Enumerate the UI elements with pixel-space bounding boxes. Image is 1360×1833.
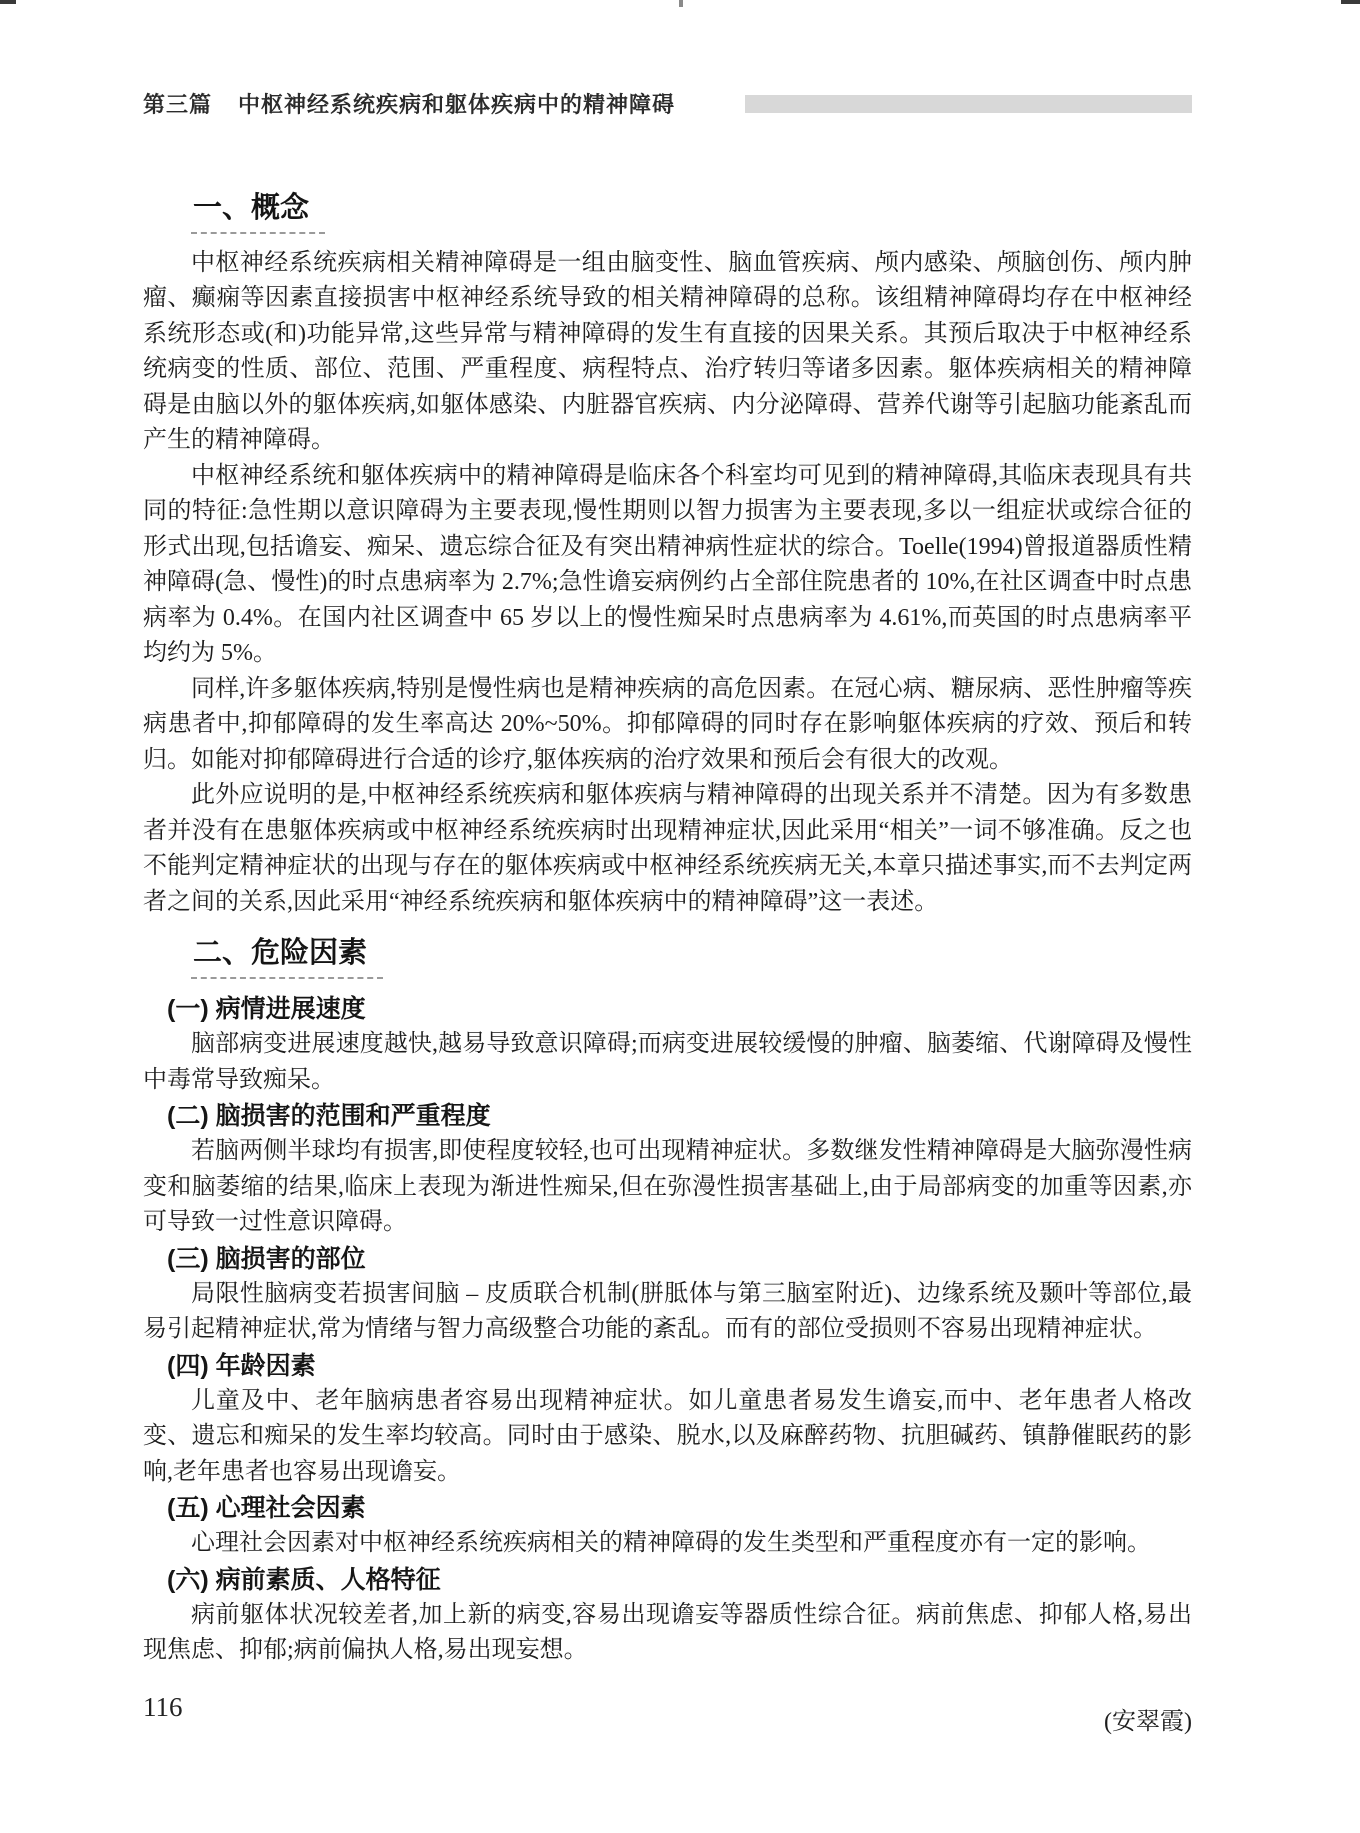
subsection-heading: (五) 心理社会因素 bbox=[167, 1494, 366, 1523]
page-number: 116 bbox=[143, 1692, 183, 1722]
subsection-heading: (二) 脑损害的范围和严重程度 bbox=[167, 1102, 491, 1131]
author-signature: (安翠霞) bbox=[1104, 1708, 1192, 1735]
paragraph: 中枢神经系统和躯体疾病中的精神障碍是临床各个科室均可见到的精神障碍,其临床表现具有共同的特征:急性期以意识障碍为主要表现,慢性期则以智力损害为主要表现,多以一组症状或综合征的形式出现,包括谵妄、痴呆、遗忘综合征及有突出精神病性症状的综合。Toelle(1994)曾报道器质性精神障碍(急、慢性)的时点患病率为 2.7%;急性谵妄病例约占全部住院患者的 10%,在社区调查中时点患病率为 0.4%。在国内社区调查中 65 岁以上的慢性痴呆时点患病率为 4.61%,而英国的时点患病率平均约为 5%。 bbox=[143, 462, 1192, 667]
crop-mark-left bbox=[0, 0, 16, 4]
paragraph: 此外应说明的是,中枢神经系统疾病和躯体疾病与精神障碍的出现关系并不清楚。因为有多数患者并没有在患躯体疾病或中枢神经系统疾病时出现精神症状,因此采用“相关”一词不够准确。反之也不能判定精神症状的出现与存在的躯体疾病或中枢神经系统疾病无关,本章只描述事实,而不去判定两者之间的关系,因此采用“神经系统疾病和躯体疾病中的精神障碍”这一表述。 bbox=[143, 782, 1192, 915]
crop-mark-center bbox=[679, 0, 683, 7]
subsection-heading: (四) 年龄因素 bbox=[167, 1351, 316, 1380]
paragraph: 儿童及中、老年脑病患者容易出现精神症状。如儿童患者易发生谵妄,而中、老年患者人格改变、遗忘和痴呆的发生率均较高。同时由于感染、脱水,以及麻醉药物、抗胆碱药、镇静催眠药的影响,老年患者也容易出现谵妄。 bbox=[143, 1387, 1192, 1485]
chapter-title: 中枢神经系统疾病和躯体疾病中的精神障碍 bbox=[238, 92, 676, 117]
paragraph: 心理社会因素对中枢神经系统疾病相关的精神障碍的发生类型和严重程度亦有一定的影响。 bbox=[191, 1530, 1151, 1557]
paragraph: 若脑两侧半球均有损害,即使程度较轻,也可出现精神症状。多数继发性精神障碍是大脑弥漫性病变和脑萎缩的结果,临床上表现为渐进性痴呆,但在弥漫性损害基础上,由于局部病变的加重等因素,亦可导致一过性意识障碍。 bbox=[143, 1138, 1192, 1236]
section-heading-risk-text: 二、危险因素 bbox=[191, 938, 383, 979]
paragraph: 病前躯体状况较差者,加上新的病变,容易出现谵妄等器质性综合征。病前焦虑、抑郁人格,易出现焦虑、抑郁;病前偏执人格,易出现妄想。 bbox=[143, 1601, 1192, 1664]
subsection-heading: (六) 病前素质、人格特征 bbox=[167, 1565, 441, 1594]
section-heading-concept-text: 一、概念 bbox=[191, 193, 325, 234]
paragraph: 局限性脑病变若损害间脑 – 皮质联合机制(胼胝体与第三脑室附近)、边缘系统及颞叶等部位,最易引起精神症状,常为情绪与智力高级整合功能的紊乱。而有的部位受损则不容易出现精神症状。 bbox=[143, 1280, 1192, 1343]
crop-mark-right bbox=[1341, 0, 1360, 4]
running-head bbox=[143, 0, 1192, 119]
paragraph: 脑部病变进展速度越快,越易导致意识障碍;而病变进展较缓慢的肿瘤、脑萎缩、代谢障碍及慢性中毒常导致痴呆。 bbox=[143, 1031, 1192, 1093]
section-heading-concept bbox=[191, 193, 1192, 234]
paragraph: 同样,许多躯体疾病,特别是慢性病也是精神疾病的高危因素。在冠心病、糖尿病、恶性肿瘤等疾病患者中,抑郁障碍的发生率高达 20%~50%。抑郁障碍的同时存在影响躯体疾病的疗效、预后和转归。如能对抑郁障碍进行合适的诊疗,躯体疾病的治疗效果和预后会有很大的改观。 bbox=[143, 675, 1192, 773]
header-decor-bar bbox=[745, 95, 1192, 113]
paragraph: 中枢神经系统疾病相关精神障碍是一组由脑变性、脑血管疾病、颅内感染、颅脑创伤、颅内肿瘤、癫痫等因素直接损害中枢神经系统导致的相关精神障碍的总称。该组精神障碍均存在中枢神经系统形态或(和)功能异常,这些异常与精神障碍的发生有直接的因果关系。其预后取决于中枢神经系统病变的性质、部位、范围、严重程度、病程特点、治疗转归等诸多因素。躯体疾病相关的精神障碍是由脑以外的躯体疾病,如躯体感染、内脏器官疾病、内分泌障碍、营养代谢等引起脑功能紊乱而产生的精神障碍。 bbox=[143, 249, 1192, 454]
part-label: 第三篇 bbox=[143, 92, 213, 117]
section-heading-risk bbox=[191, 938, 1192, 979]
subsection-heading: (三) 脑损害的部位 bbox=[167, 1244, 366, 1273]
subsection-heading: (一) 病情进展速度 bbox=[167, 995, 366, 1024]
